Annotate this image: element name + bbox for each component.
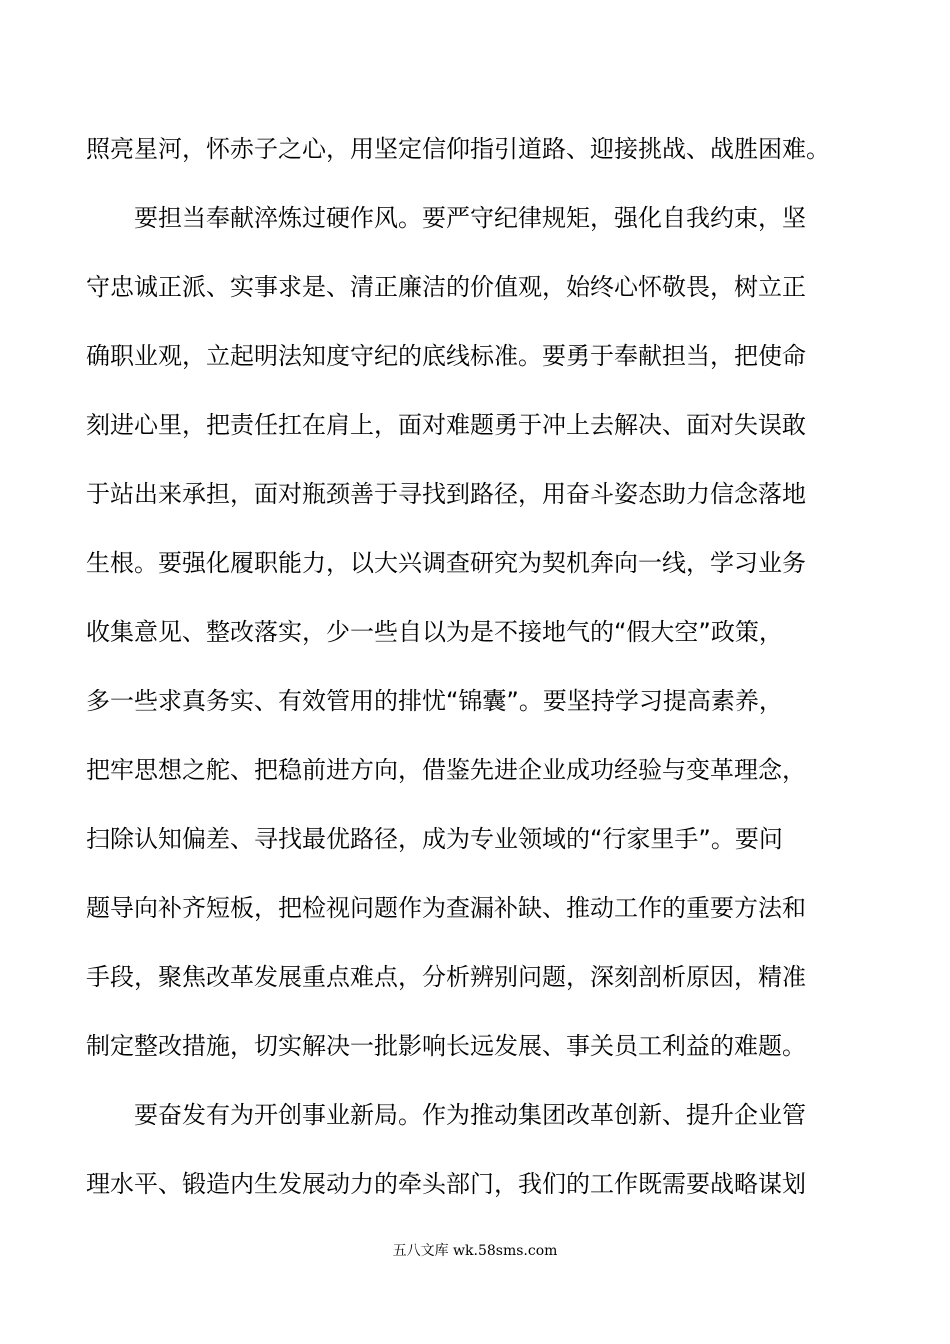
text-line-3: 守忠诚正派、实事求是、清正廉洁的价值观，始终心怀敬畏，树立正 [86, 273, 806, 301]
text-line-10: 把牢思想之舵、把稳前进方向，借鉴先进企业成功经验与变革理念， [86, 756, 806, 784]
text-line-1: 照亮星河，怀赤子之心，用坚定信仰指引道路、迎接挑战、战胜困难。 [86, 135, 830, 163]
text-line-4: 确职业观，立起明法知度守纪的底线标准。要勇于奉献担当，把使命 [86, 342, 806, 370]
text-line-11: 扫除认知偏差、寻找最优路径，成为专业领域的“行家里手”。要问 [86, 825, 783, 853]
text-line-7: 生根。要强化履职能力，以大兴调查研究为契机奔向一线，学习业务 [86, 549, 806, 577]
text-line-14: 制定整改措施，切实解决一批影响长远发展、事关员工利益的难题。 [86, 1032, 806, 1060]
text-line-15: 要奋发有为开创事业新局。作为推动集团改革创新、提升企业管 [134, 1101, 806, 1129]
text-line-12: 题导向补齐短板，把检视问题作为查漏补缺、推动工作的重要方法和 [86, 894, 806, 922]
text-line-16: 理水平、锻造内生发展动力的牵头部门，我们的工作既需要战略谋划 [86, 1170, 806, 1198]
text-line-8: 收集意见、整改落实，少一些自以为是不接地气的“假大空”政策， [86, 618, 783, 646]
footer-watermark: 五八文库 wk.58sms.com [392, 1243, 558, 1259]
text-line-9: 多一些求真务实、有效管用的排忧“锦囊”。要坚持学习提高素养， [86, 687, 783, 715]
text-line-5: 刻进心里，把责任扛在肩上，面对难题勇于冲上去解决、面对失误敢 [86, 411, 806, 439]
text-line-13: 手段，聚焦改革发展重点难点，分析辨别问题，深刻剖析原因，精准 [86, 963, 806, 991]
text-line-6: 于站出来承担，面对瓶颈善于寻找到路径，用奋斗姿态助力信念落地 [86, 480, 806, 508]
text-line-2: 要担当奉献淬炼过硬作风。要严守纪律规矩，强化自我约束，坚 [134, 204, 806, 232]
body-text [86, 120, 864, 1224]
